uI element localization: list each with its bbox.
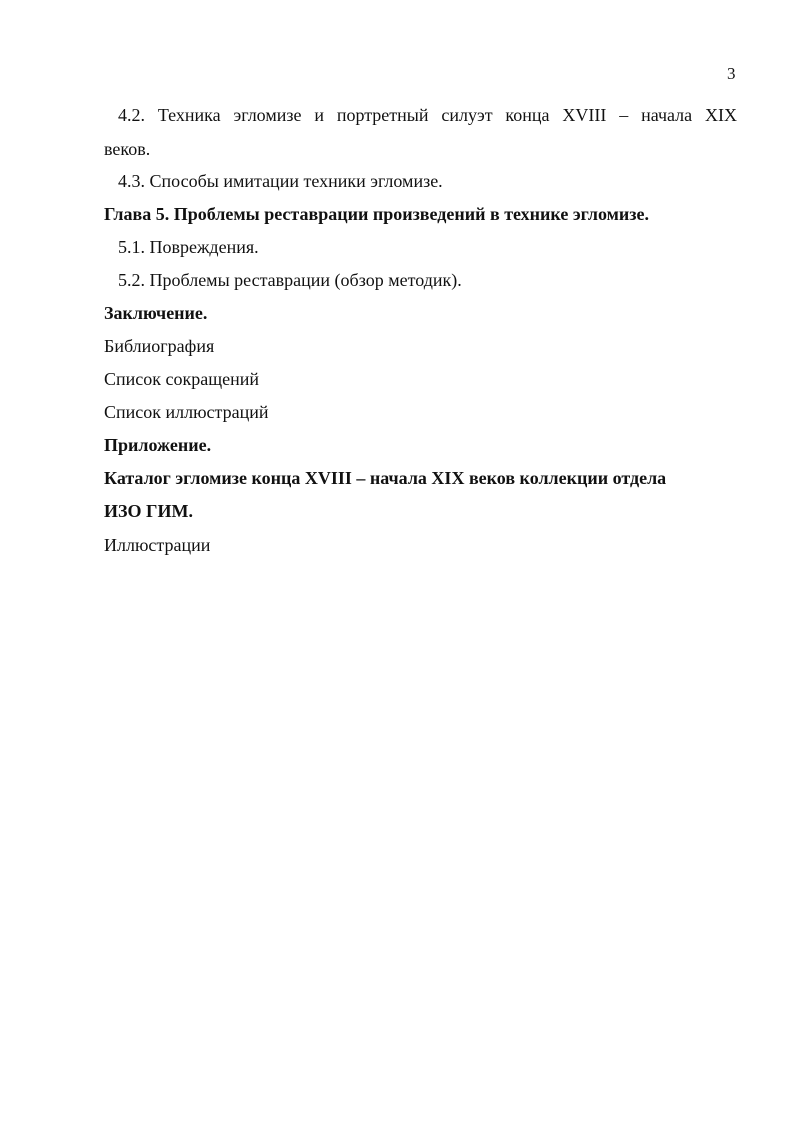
toc-catalog-line1: Каталог эгломизе конца XVIII – начала XIX веков коллекции отдела	[104, 468, 667, 488]
toc-item-4-2-line1: 4.2. Техника эгломизе и портретный силуэт конца XVIII – начала XIX	[118, 105, 737, 125]
toc-item-5-1: 5.1. Повреждения.	[118, 237, 259, 257]
page-number: 3	[727, 64, 736, 83]
toc-item-4-3: 4.3. Способы имитации техники эгломизе.	[118, 171, 443, 191]
toc-illustrations: Иллюстрации	[104, 535, 211, 555]
toc-conclusion: Заключение.	[104, 303, 208, 323]
toc-item-5-2: 5.2. Проблемы реставрации (обзор методик).	[118, 270, 462, 290]
toc-item-4-2-line2: веков.	[104, 139, 151, 159]
toc-abbreviations: Список сокращений	[104, 369, 259, 389]
toc-appendix: Приложение.	[104, 435, 212, 455]
toc-chapter-5: Глава 5. Проблемы реставрации произведений в технике эгломизе.	[104, 204, 649, 224]
toc-bibliography: Библиография	[104, 336, 215, 356]
toc-illustrations-list: Список иллюстраций	[104, 402, 269, 422]
toc-catalog-line2: ИЗО ГИМ.	[104, 501, 193, 521]
